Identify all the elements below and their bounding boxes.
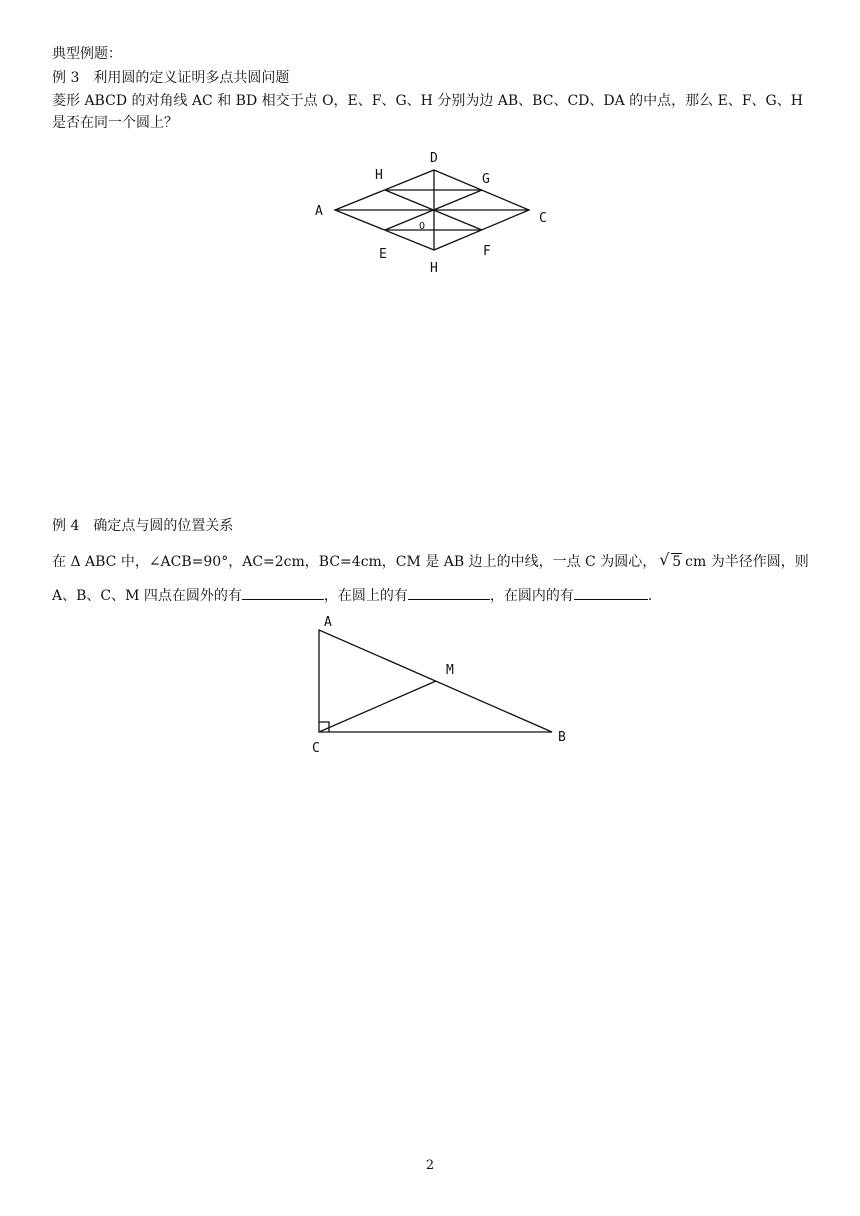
page-number: 2 (425, 1158, 435, 1173)
example-4-text-line1 (52, 552, 809, 572)
example-4-text-part3: A、B、C、M 四点在圆外的有 (52, 588, 242, 604)
example-4-text-line2 (52, 585, 652, 606)
label-c: C (539, 211, 547, 226)
label-f: F (483, 244, 491, 259)
label-c: C (312, 741, 320, 756)
example-3-text-line1: 菱形 ABCD 的对角线 AC 和 BD 相交于点 O，E、F、G、H 分别为边 AB、BC、CD、DA 的中点，那么 E、F、G、H (52, 93, 803, 109)
example-4-text-part2: cm 为半径作圆，则 (685, 554, 809, 570)
example-3-title: 例 3 利用圆的定义证明多点共圆问题 (52, 70, 290, 86)
label-d: D (430, 151, 438, 166)
label-e: E (379, 247, 387, 262)
example-3-text-line2: 是否在同一个圆上？ (52, 115, 178, 131)
section-title: 典型例题： (52, 46, 122, 62)
label-b: B (558, 730, 566, 745)
example-4-text-part1: 在 Δ ABC 中，∠ACB=90°，AC=2cm，BC=4cm，CM 是 AB 边上的中线，一点 C 为圆心， (52, 554, 657, 570)
label-m: M (446, 663, 454, 678)
answer-blank-outside[interactable] (242, 585, 324, 600)
example-4-title: 例 4 确定点与圆的位置关系 (52, 518, 234, 534)
triangle-figure (300, 610, 590, 760)
example-4-text-part6: . (647, 588, 653, 604)
sqrt-value: 5 (672, 554, 682, 570)
example-4-text-part5: ，在圆内的有 (489, 588, 574, 604)
example-4-text-part4: ，在圆上的有 (323, 588, 408, 604)
label-h: H (375, 168, 383, 183)
label-g: G (482, 172, 490, 187)
answer-blank-on[interactable] (408, 585, 490, 600)
sqrt-symbol (659, 552, 682, 572)
label-a: A (324, 615, 332, 630)
label-a: A (315, 204, 323, 219)
median-cm (319, 681, 436, 732)
label-b: H (430, 261, 438, 276)
rhombus-figure (305, 148, 565, 278)
label-o: O (419, 221, 426, 232)
answer-blank-inside[interactable] (574, 585, 648, 600)
